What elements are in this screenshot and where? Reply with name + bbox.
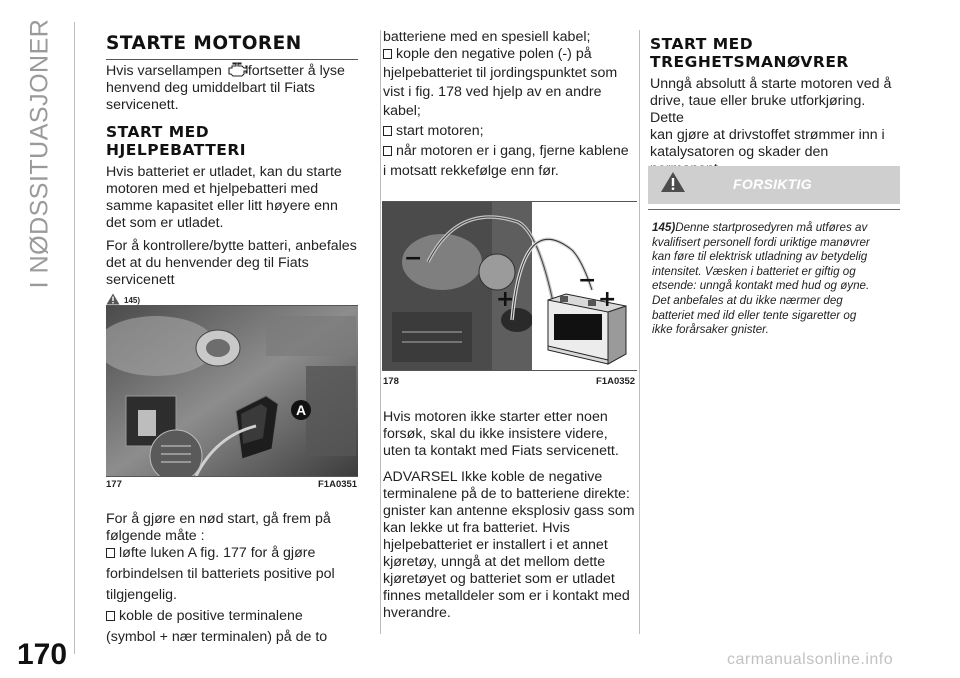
figure-177	[106, 305, 358, 477]
column-1	[106, 35, 358, 305]
bullet-3: kople den negative polen (-) på	[383, 46, 638, 63]
warning-triangle-icon-large	[660, 171, 686, 193]
bullet-box	[106, 611, 115, 621]
paragraph-1: Hvis batteriet er utladet, kan du starte motoren med et hjelpebatteri med samme kapasitet eller litt høyere enn det som er utladet.	[106, 163, 342, 231]
plus-symbol-center: +	[496, 287, 515, 312]
plus-symbol-right: +	[598, 287, 617, 312]
figure-178-number: 178	[383, 376, 399, 387]
column-divider-2	[639, 30, 640, 634]
engine-photo-177	[106, 306, 358, 476]
paragraph-3: For å gjøre en nød start, gå frem på følgende måte :	[106, 511, 331, 544]
intro-line-3: servicenett.	[106, 96, 179, 113]
intro-line-2: henvend deg umiddelbart til Fiats	[106, 79, 315, 96]
minus-symbol-left: −	[404, 246, 423, 271]
warning-rule	[648, 209, 900, 210]
intro-line-1: Hvis varsellampen fortsetter å lyse	[106, 62, 345, 79]
column-2: batteriene med en spesiell kabel; kople den negative polen (-) på hjelpebatteriet til jordingspunktet som vist i fig. 178 ved hjelp av en andre kabel; start motoren; når motoren er i gang, fjerne kablene i motsatt rekkefølge enn før.	[383, 29, 638, 180]
bullet-2: koble de positive terminalene (symbol + nær terminalen) på de to	[106, 608, 328, 645]
warning-text: 145)Denne startprosedyren må utføres av kvalifisert personell fordi uriktige manøvrer kan føre til elektrisk utladning av betydelig intensitet. Væsken i batteriet er giftig og etsende: unngå kontakt med hud og øyne. Det anbefales at du ikke nærmer deg batteriet med ild eller tente sigaretter og ikke forårsaker gnister.	[652, 221, 870, 337]
figure-178	[382, 201, 637, 371]
bullet-box	[383, 126, 392, 136]
chapter-divider	[74, 22, 75, 654]
warning-title: FORSIKTIG	[733, 176, 812, 192]
warning-triangle-icon	[106, 293, 120, 305]
note-ref: 145)	[124, 295, 141, 305]
continued-line: batteriene med en spesiell kabel;	[383, 29, 591, 45]
heading-rule	[106, 59, 358, 60]
paragraph-4: Hvis motoren ikke starter etter noen forsøk, skal du ikke insistere videre, uten ta kontakt med Fiats servicenett.	[383, 409, 619, 459]
column-2-lower	[383, 409, 638, 622]
bullet-5: når motoren er i gang, fjerne kablene	[383, 143, 638, 160]
footer-watermark: carmanualsonline.info	[727, 651, 894, 668]
engine-warning-icon	[226, 62, 248, 77]
figure-177-number: 177	[106, 479, 122, 490]
column-divider-1	[380, 30, 381, 634]
column-1-lower	[106, 511, 361, 646]
bullet-box	[106, 548, 115, 558]
minus-symbol-right: −	[578, 268, 597, 293]
paragraph-5-warning: ADVARSEL Ikke koble de negative terminalene på de to batteriene direkte: gnister kan antenne eksplosiv gass som kan lekke ut fra batteriet. Hvis hjelpebatteriet er installert i et annet kjøretøy, unngå at det mellom dette kjøretøyet og batteriet som er utladet finnes metalldeler som er i kontakt med hverandre.	[383, 469, 635, 621]
section-heading: STARTE MOTOREN	[106, 33, 302, 54]
chapter-title: I NØDSSITUASJONER	[25, 18, 54, 288]
bullet-box	[383, 146, 392, 156]
figure-177-code: F1A0351	[318, 479, 358, 490]
chapter-tab	[20, 18, 60, 288]
subheading-inertia-start: START MED TREGHETSMANØVRER	[650, 35, 849, 71]
figure-178-code: F1A0352	[596, 376, 636, 387]
paragraph-2: For å kontrollere/bytte batteri, anbefales det at du henvender deg til Fiats servicenett	[106, 237, 357, 288]
subheading-jump-start: START MED HJELPEBATTERI	[106, 122, 247, 159]
warning-ref: 145)	[652, 221, 676, 234]
column-3	[650, 35, 902, 178]
jump-start-photo-178	[382, 202, 637, 370]
callout-a: A	[295, 402, 307, 418]
bullet-box	[383, 49, 392, 59]
page-number: 170	[17, 638, 68, 671]
paragraph-6: Unngå absolutt å starte motoren ved å drive, taue eller bruke utforkjøring. Dette kan gjøre at drivstoffet strømmer inn i katalysatoren og skader den	[650, 76, 892, 160]
bullet-4: start motoren;	[383, 123, 638, 140]
bullet-1: løfte luken A fig. 177 for å gjøre forbindelsen til batteriets positive pol tilgjengelig.	[106, 545, 335, 603]
warning-reference	[106, 293, 358, 305]
